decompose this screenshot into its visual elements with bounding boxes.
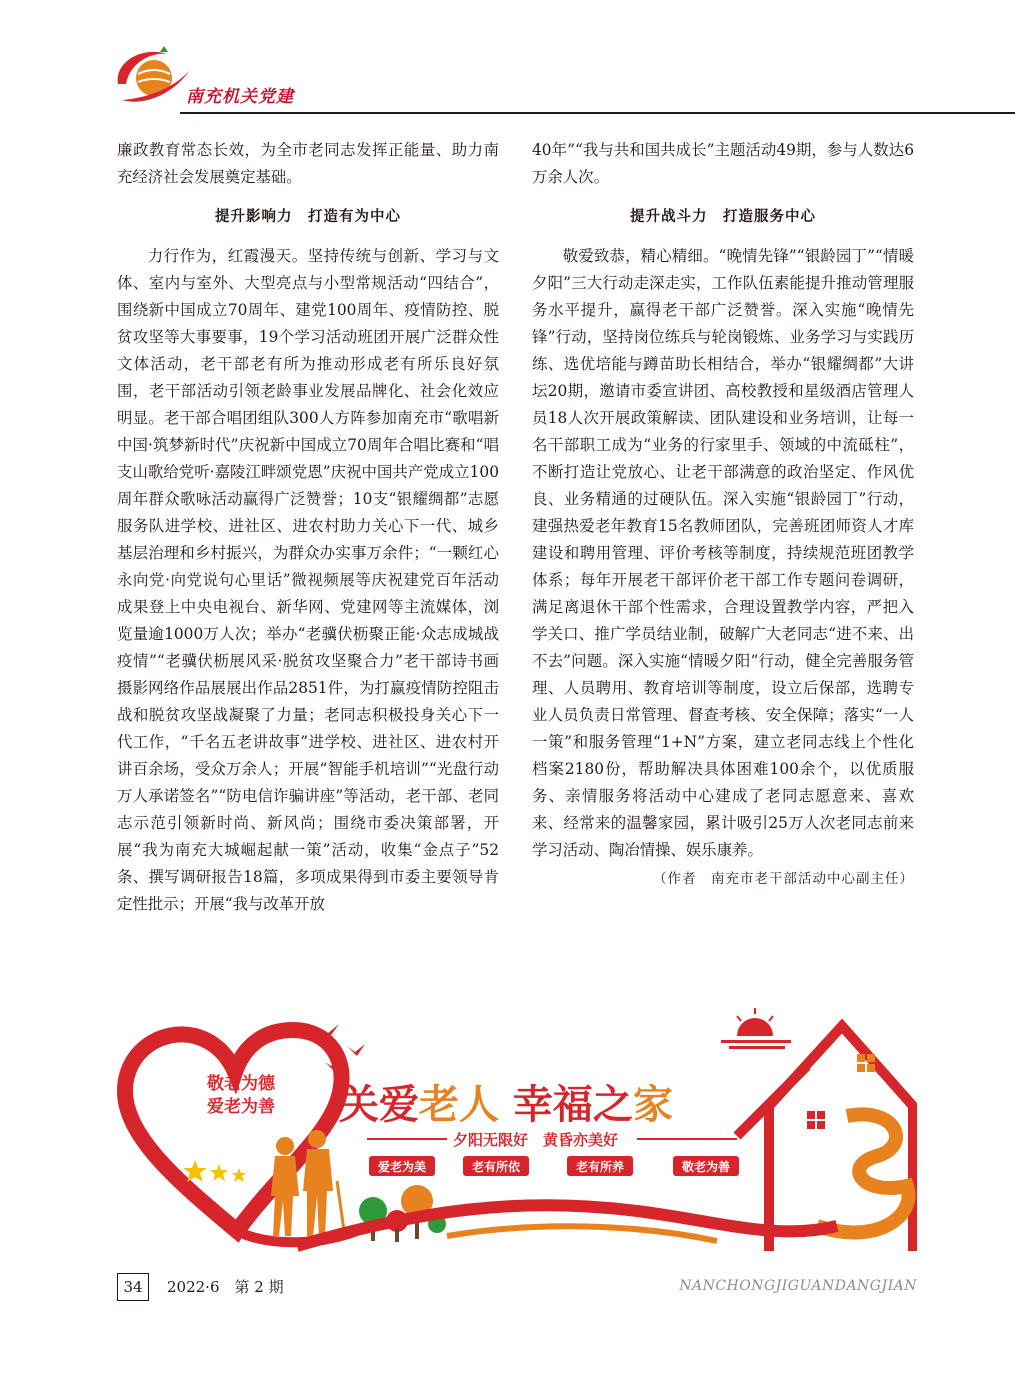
slogan-part-2: 老人 bbox=[419, 1082, 499, 1128]
tag-item: 老有所养 bbox=[575, 1160, 625, 1174]
star-icons bbox=[183, 1160, 246, 1182]
banner-illustration bbox=[117, 996, 917, 1261]
slogan-part-4: 家 bbox=[632, 1082, 673, 1128]
left-section-heading: 提升影响力 打造有为中心 bbox=[215, 209, 401, 225]
issue-label: 2022·6 第 2 期 bbox=[167, 1278, 284, 1296]
sun-icon bbox=[721, 1008, 791, 1049]
house-icon bbox=[737, 1026, 913, 1251]
page-header bbox=[0, 0, 1015, 125]
page-footer bbox=[117, 1273, 917, 1303]
tag-list bbox=[369, 1156, 739, 1176]
party-logo-icon bbox=[112, 44, 192, 110]
right-column bbox=[532, 137, 914, 893]
main-slogan bbox=[339, 1082, 673, 1128]
tag-item: 敬老为善 bbox=[681, 1160, 731, 1174]
left-continued-paragraph: 廉政教育常态长效，为全市老同志发挥正能量、助力南充经济社会发展奠定基础。 bbox=[117, 141, 499, 186]
heart-text-line1: 敬老为德 bbox=[207, 1074, 275, 1094]
tag-item: 老有所依 bbox=[471, 1160, 521, 1174]
ribbon-swirl-icon bbox=[817, 1114, 909, 1232]
elderly-care-banner bbox=[117, 996, 917, 1261]
author-byline: （作者 南充市老干部活动中心副主任） bbox=[653, 871, 914, 887]
right-main-paragraph: 敬爱致恭，精心精细。“晚情先锋”“银龄园丁”“情暖夕阳”三大行动走深走实，工作队伍素能提升推动管理服务水平提升，赢得老干部广泛赞誉。深入实施“晚情先锋”行动，坚持岗位练兵与轮岗锻炼、业务学习与实践历练、选优培能与蹲苗助长相结合，举办“银耀绸都”大讲坛20期，邀请市委宣讲团、高校教授和星级酒店管理人员18人次开展政策解读、团队建设和业务培训，让每一名干部职工成为“业务的行家里手、领域的中流砥柱”，不断打造让党放心、让老干部满意的政治坚定、作风优良、业务精通的过硬队伍。深入实施“银龄园丁”行动，建强热爱老年教育15名教师团队，完善班团师资人才库建设和聘用管理、评价考核等制度，持续规范班团教学体系；每年开展老干部评价老干部工作专题问卷调研，满足离退休干部个性需求，合理设置教学内容，严把入学关口、推广学员结业制，破解广大老同志“进不来、出不去”问题。深入实施“情暖夕阳”行动，健全完善服务管理、人员聘用、教育培训等制度，设立后保部，选聘专业人员负责日常管理、督查考核、安全保障；落实“一人一策”和服务管理“1+N”方案，建立老同志线上个性化档案2180份，帮助解决具体困难100余个，以优质服务、亲情服务将活动中心建成了老同志愿意来、喜欢来、经常来的温馨家园，累计吸引25万人次老同志前来学习活动、陶冶情操、娱乐康养。 bbox=[532, 247, 914, 859]
heart-text-line2: 爱老为善 bbox=[207, 1097, 275, 1117]
right-continued-paragraph: 40年”“我与共和国共成长”主题活动49期，参与人数达6万余人次。 bbox=[532, 141, 914, 186]
page-number: 34 bbox=[117, 1273, 149, 1301]
right-section-heading: 提升战斗力 打造服务中心 bbox=[630, 209, 816, 225]
header-title: 南充机关党建 bbox=[186, 87, 294, 107]
left-column bbox=[117, 137, 499, 918]
slogan-part-3: 幸福之 bbox=[499, 1082, 633, 1128]
journal-name: NANCHONGJIGUANDANGJIAN bbox=[679, 1278, 917, 1294]
left-main-paragraph: 力行作为，红霞漫天。坚持传统与创新、学习与文体、室内与室外、大型亮点与小型常规活动“四结合”，围绕新中国成立70周年、建党100周年、疫情防控、脱贫攻坚等大事要事，19个学习活动班团开展广泛群众性文体活动，老干部老有所为推动形成老有所乐良好氛围，老干部活动引领老龄事业发展品牌化、社会化效应明显。老干部合唱团组队300人方阵参加南充市“歌唱新中国·筑梦新时代”庆祝新中国成立70周年合唱比赛和“唱支山歌给党听·嘉陵江畔颂党恩”庆祝中国共产党成立100周年群众歌咏活动赢得广泛赞誉；10支“银耀绸都”志愿服务队进学校、进社区、进农村助力关心下一代、城乡基层治理和乡村振兴，为群众办实事万余件；“一颗红心永向党·向党说句心里话”微视频展等庆祝建党百年活动成果登上中央电视台、新华网、党建网等主流媒体，浏览量逾1000万人次；举办“老骥伏枥聚正能·众志成城战疫情”“老骥伏枥展风采·脱贫攻坚聚合力”老干部诗书画摄影网络作品展展出作品2851件，为打赢疫情防控阻击战和脱贫攻坚战凝聚了力量；老同志积极投身关心下一代工作，“千名五老讲故事”进学校、进社区、进农村开讲百余场，受众万余人；开展“智能手机培训”“光盘行动万人承诺签名”“防电信诈骗讲座”等活动，老干部、老同志示范引领新时尚、新风尚；围绕市委决策部署，开展“我为南充大城崛起献一策”活动，收集“金点子”52条、撰写调研报告18篇，多项成果得到市委主要领导肯定性批示；开展“我与改革开放 bbox=[117, 247, 499, 913]
slogan-part-1: 关爱 bbox=[339, 1082, 419, 1128]
banner-subtitle: 夕阳无限好 黄昏亦美好 bbox=[453, 1131, 619, 1149]
header-rule bbox=[180, 112, 1015, 114]
tag-item: 爱老为美 bbox=[377, 1160, 427, 1174]
